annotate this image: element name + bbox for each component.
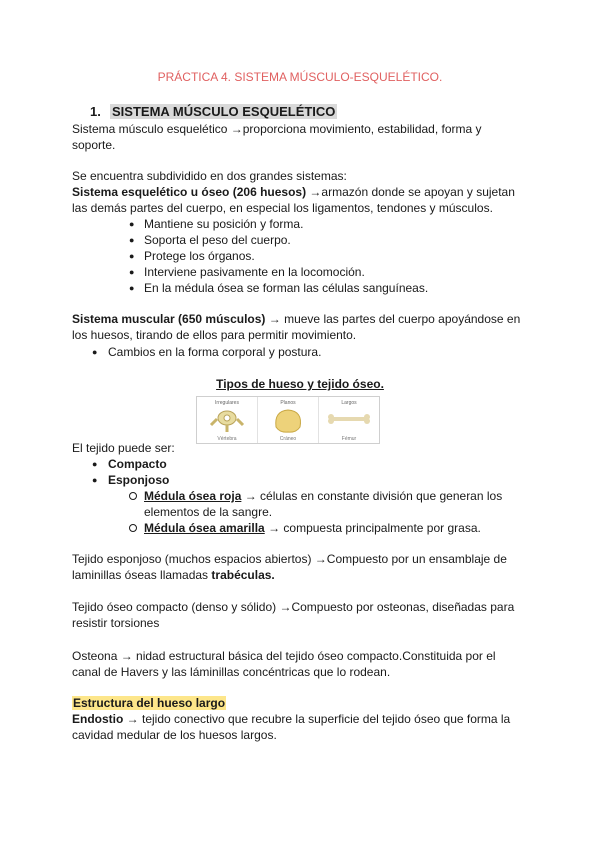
bullet-icon: ● <box>92 475 98 485</box>
bone-panel-flat: Planos Cráneo <box>258 397 319 443</box>
list-item: Médula ósea roja → células en constante división que generan los elementos de la sangre. <box>72 488 532 520</box>
endostio-paragraph: Endostio → tejido conectivo que recubre la superficie del tejido óseo que forma la cavidad medular de los huesos largos. <box>72 712 511 742</box>
muscular-system-line-2: los huesos, tirando de ellos para permitir movimiento. <box>72 328 357 342</box>
list-item: ● Interviene pasivamente en la locomoción. <box>129 265 365 279</box>
muscular-list <box>72 344 532 360</box>
skeletal-functions-list <box>72 216 532 296</box>
vertebra-icon <box>197 405 257 443</box>
tissue-intro: El tejido puede ser: <box>72 441 175 455</box>
list-item: ● Cambios en la forma corporal y postura. <box>92 345 322 359</box>
bone-panel-irregular: Irregulares Vértebra <box>197 397 258 443</box>
list-item: Médula ósea amarilla → compuesta principalmente por grasa. <box>72 520 532 536</box>
skeletal-system-term: Sistema esquelético u óseo (206 huesos) <box>72 185 307 199</box>
trabeculas-term: trabéculas. <box>211 568 275 582</box>
bullet-icon: ● <box>129 219 135 229</box>
skeletal-system-line-2: las demás partes del cuerpo, en especial los ligamentos, tendones y músculos. <box>72 201 493 215</box>
muscular-system-definition: → mueve las partes del cuerpo apoyándose en <box>265 312 521 326</box>
section-title: SISTEMA MÚSCULO ESQUELÉTICO <box>112 104 336 119</box>
section-number: 1. <box>90 104 101 119</box>
bullet-icon: ● <box>92 459 98 469</box>
circle-bullet-icon <box>129 524 137 532</box>
list-item: ● Protege los órganos. <box>129 249 255 263</box>
svg-text:Vértebra: Vértebra <box>217 436 237 442</box>
skeletal-system-paragraph <box>72 184 532 216</box>
yellow-marrow-term: Médula ósea amarilla <box>144 521 265 535</box>
bone-types-figure <box>196 396 380 444</box>
intro-paragraph <box>72 121 532 153</box>
compact-tissue-paragraph: Tejido óseo compacto (denso y sólido) →Compuesto por osteonas, diseñadas para resistir torsiones <box>72 600 515 630</box>
endostio-term: Endostio <box>72 712 124 726</box>
circle-bullet-icon <box>129 492 137 500</box>
femur-icon <box>319 405 379 443</box>
muscular-system-paragraph <box>72 311 532 343</box>
list-item: ● Esponjoso <box>92 473 170 487</box>
section-heading <box>72 104 532 120</box>
bullet-icon: ● <box>92 347 98 357</box>
svg-text:Fémur: Fémur <box>341 436 357 442</box>
skull-icon <box>258 405 318 443</box>
muscular-system-term: Sistema muscular (650 músculos) <box>72 312 266 326</box>
osteon-paragraph: Osteona → nidad estructural básica del tejido óseo compacto.Constituida por el canal de Havers y las láminillas concéntricas que lo rodean. <box>72 649 496 679</box>
list-item: ● Mantiene su posición y forma. <box>129 217 304 231</box>
list-item: ● Compacto <box>92 457 167 471</box>
page-title: PRÁCTICA 4. SISTEMA MÚSCULO-ESQUELÉTICO. <box>157 70 443 84</box>
bullet-icon: ● <box>129 267 135 277</box>
bone-panel-long: Largos Fémur <box>319 397 379 443</box>
bullet-icon: ● <box>129 283 135 293</box>
spongy-tissue-paragraph: Tejido esponjoso (muchos espacios abiertos) →Compuesto por un ensamblaje de laminillas óseas llamadas trabéculas. <box>72 552 507 582</box>
long-bone-heading <box>72 695 532 711</box>
skeletal-system-definition: →armazón donde se apoyan y sujetan <box>306 185 515 199</box>
list-item: ● Soporta el peso del cuerpo. <box>129 233 291 247</box>
marrow-list <box>72 488 532 536</box>
long-bone-title: Estructura del hueso largo <box>73 696 226 710</box>
intro-line-2: soporte. <box>72 138 116 152</box>
bullet-icon: ● <box>129 251 135 261</box>
bullet-icon: ● <box>129 235 135 245</box>
figure-caption: Tipos de hueso y tejido óseo. <box>216 377 384 391</box>
tissue-list <box>72 456 532 488</box>
subdivided-text: Se encuentra subdividido en dos grandes sistemas: <box>72 169 347 183</box>
red-marrow-term: Médula ósea roja <box>144 489 242 503</box>
svg-text:Cráneo: Cráneo <box>279 436 297 442</box>
list-item: ● En la médula ósea se forman las células sanguíneas. <box>129 281 429 295</box>
intro-line-1: Sistema músculo esquelético →proporciona movimiento, estabilidad, forma y <box>72 122 482 136</box>
